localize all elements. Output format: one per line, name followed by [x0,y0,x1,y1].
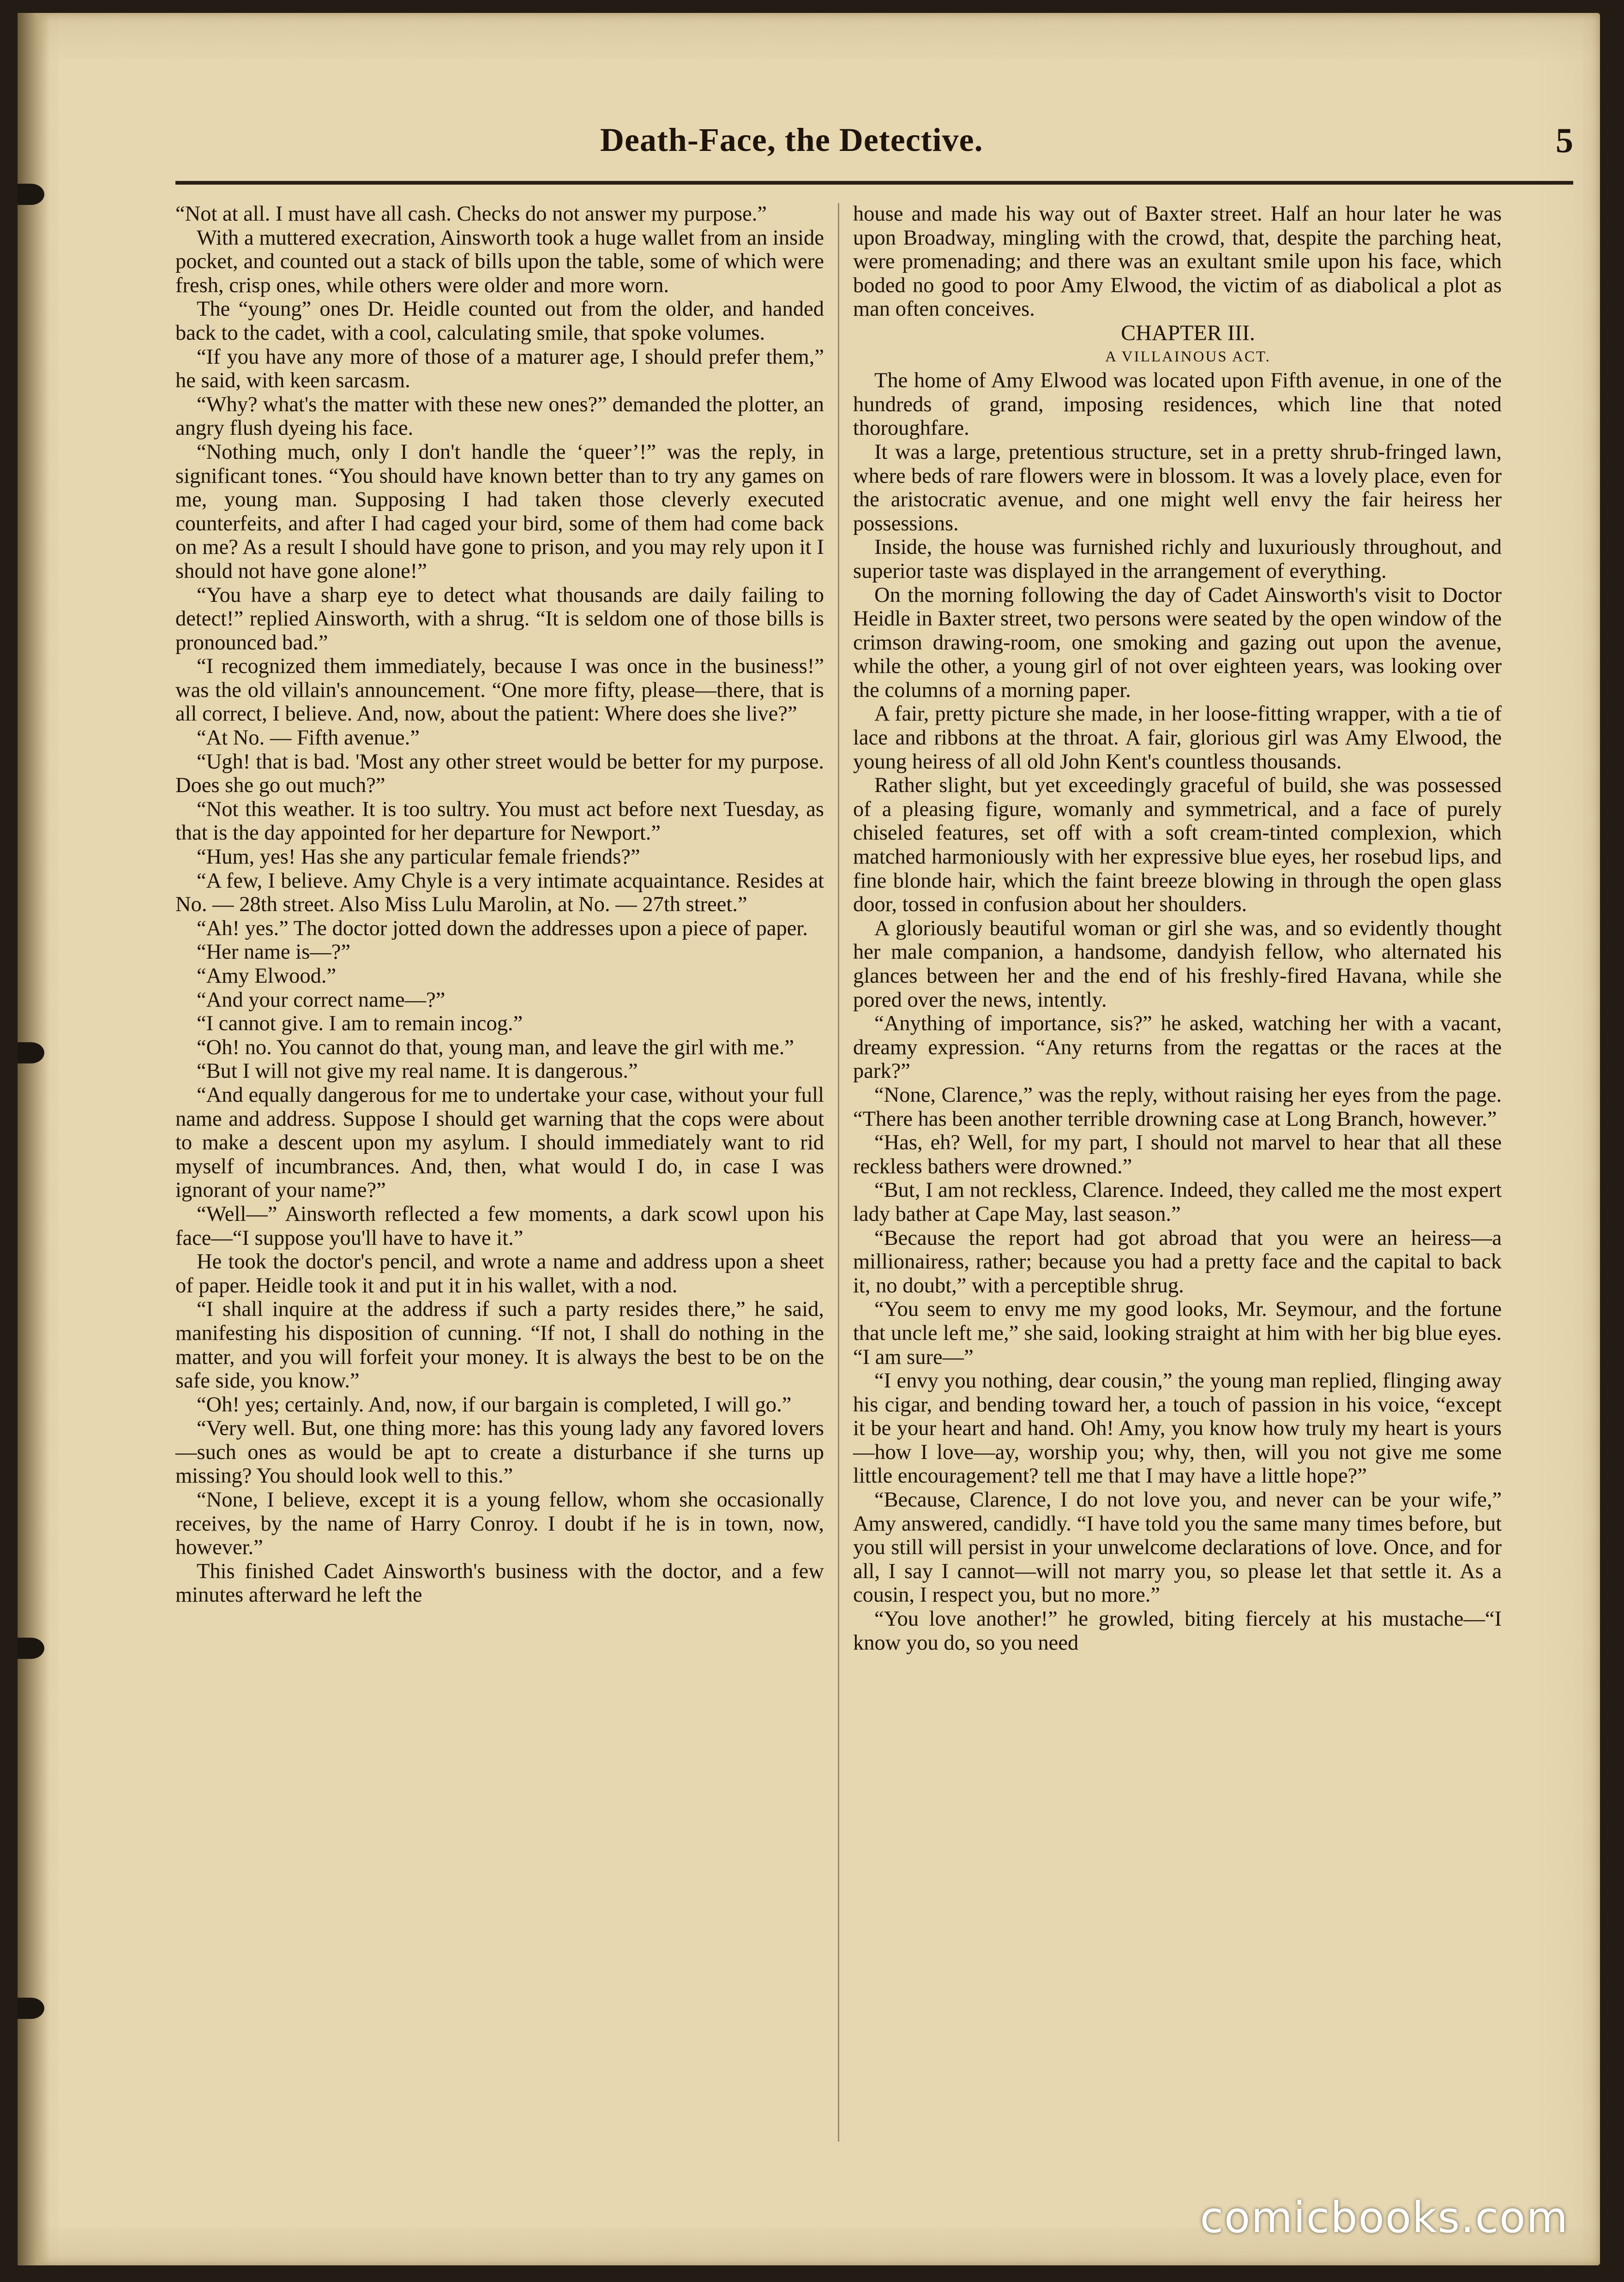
header-rule [175,181,1573,185]
paragraph: This finished Cadet Ainsworth's business with the doctor, and a few minutes afterward he left the [175,1559,824,1607]
paragraph: It was a large, pretentious structure, set in a pretty shrub-fringed lawn, where beds of rare flowers were in blossom. It was a lovely place, even for the aristocratic avenue, and one might well envy the fair heiress her possessions. [853,440,1502,535]
paragraph: The home of Amy Elwood was located upon Fifth avenue, in one of the hundreds of grand, imposing residences, which line that noted thoroughfare. [853,369,1502,440]
paragraph: “Ah! yes.” The doctor jotted down the addresses upon a piece of paper. [197,916,808,940]
binding-hole [18,1042,44,1063]
paragraph: “I envy you nothing, dear cousin,” the young man replied, flinging away his cigar, and bending toward her, a touch of passion in his voice, “except it be your heart and hand. Oh! Amy, you know how truly my heart is yours—how I love—ay, worship you; why, then, will you not give me some little encouragement? tell me that I may have a little hope?” [853,1369,1502,1488]
paragraph: “Nothing much, only I don't handle the ‘queer’!” was the reply, in significant tones. “You should have known better than to try any games on me, young man. Supposing I had taken those cleverly executed counterfeits, and after I had caged your bird, some of them had come back on me? As a result I should have gone to prison, and you may rely upon it I should not have gone alone!” [175,440,824,583]
left-column [175,202,824,1607]
binding-hole [18,184,44,205]
paragraph: “Ugh! that is bad. 'Most any other street would be better for my purpose. Does she go out much?” [175,750,824,798]
paragraph: Inside, the house was furnished richly and luxuriously throughout, and superior taste was displayed in the arrangement of everything. [853,535,1502,583]
paragraph: “Because the report had got abroad that you were an heiress—a millionairess, rather; because you had a pretty face and the capital to back it, no doubt,” with a perceptible shrug. [853,1226,1502,1297]
paragraph: “But I will not give my real name. It is dangerous.” [197,1059,638,1083]
paragraph: “A few, I believe. Amy Chyle is a very intimate acquaintance. Resides at No. — 28th street. Also Miss Lulu Marolin, at No. — 27th street.” [175,869,824,917]
chapter-heading: CHAPTER III. [1121,320,1255,345]
binding-hole [18,1638,44,1659]
paragraph: “Hum, yes! Has she any particular female friends?” [197,845,640,869]
paragraph: With a muttered execration, Ainsworth took a huge wallet from an inside pocket, and counted out a stack of bills upon the table, some of which were fresh, crisp ones, while others were older and more worn. [175,226,824,297]
paragraph: “Very well. But, one thing more: has this young lady any favored lovers—such ones as would be apt to create a disturbance if she turns up missing? You should look well to this.” [175,1417,824,1488]
paragraph: “Well—” Ainsworth reflected a few moments, a dark scowl upon his face—“I suppose you'll have to have it.” [175,1202,824,1250]
paragraph: “Anything of importance, sis?” he asked, watching her with a vacant, dreamy expression. “Any returns from the regattas or the races at the park?” [853,1012,1502,1083]
paragraph: “But, I am not reckless, Clarence. Indeed, they called me the most expert lady bather at Cape May, last season.” [853,1178,1502,1226]
right-column [853,202,1502,1655]
page-header [175,121,1573,172]
paragraph: “Not this weather. It is too sultry. You must act before next Tuesday, as that is the day appointed for her departure for Newport.” [175,797,824,845]
paragraph: Rather slight, but yet exceedingly graceful of build, she was possessed of a pleasing figure, womanly and symmetrical, and a face of purely chiseled features, set off with a soft cream-tinted complexion, which matched harmoniously with her expressive blue eyes, her rosebud lips, and fine blonde hair, which the faint breeze blowing in through the open glass door, tossed in confusion about her shoulders. [853,774,1502,917]
paragraph: “Has, eh? Well, for my part, I should not marvel to hear that all these reckless bathers were drowned.” [853,1131,1502,1178]
paragraph: “You seem to envy me my good looks, Mr. Seymour, and the fortune that uncle left me,” she said, looking straight at him with her big blue eyes. “I am sure—” [853,1297,1502,1369]
paragraph: “None, I believe, except it is a young fellow, whom she occasionally receives, by the name of Harry Conroy. I doubt if he is in town, now, however.” [175,1488,824,1560]
paragraph: “Amy Elwood.” [197,964,337,988]
paragraph: On the morning following the day of Cadet Ainsworth's visit to Doctor Heidle in Baxter street, two persons were seated by the open window of the crimson drawing-room, one smoking and gazing out upon the avenue, while the other, a young girl of not over eighteen years, was looking over the columns of a morning paper. [853,583,1502,702]
paragraph: “Her name is—?” [197,940,351,964]
chapter-subtitle: A VILLAINOUS ACT. [1105,348,1271,365]
paragraph: “Oh! no. You cannot do that, young man, and leave the girl with me.” [197,1035,794,1059]
paragraph: “If you have any more of those of a maturer age, I should prefer them,” he said, with keen sarcasm. [175,345,824,393]
paragraph: house and made his way out of Baxter street. Half an hour later he was upon Broadway, mingling with the crowd, that, despite the parching heat, were promenading; and there was an exultant smile upon his face, which boded no good to poor Amy Elwood, the victim of as diabolical a plot as man often conceives. [853,202,1502,321]
paragraph: The “young” ones Dr. Heidle counted out from the older, and handed back to the cadet, with a cool, calculating smile, that spoke volumes. [175,297,824,345]
paragraph: A gloriously beautiful woman or girl she was, and so evidently thought her male companion, a handsome, dandyish fellow, who alternated his glances between her and the end of his freshly-fired Havana, while she pored over the news, intently. [853,916,1502,1012]
paragraph: “I recognized them immediately, because I was once in the business!” was the old villain's announcement. “One more fifty, please—there, that is all correct, I believe. And, now, about the patient: Where does she live?” [175,655,824,726]
paragraph: “And your correct name—?” [197,988,445,1012]
paragraph: “I shall inquire at the address if such a party resides there,” he said, manifesting his disposition of cunning. “If not, I shall do nothing in the matter, and you will forfeit your money. It is always the best to be on the safe side, you know.” [175,1297,824,1393]
paragraph: He took the doctor's pencil, and wrote a name and address upon a sheet of paper. Heidle took it and put it in his wallet, with a nod. [175,1250,824,1297]
column-divider [838,203,839,2142]
paragraph: “Not at all. I must have all cash. Checks do not answer my purpose.” [175,202,767,226]
paragraph: “You have a sharp eye to detect what thousands are daily failing to detect!” replied Ainsworth, with a shrug. “It is seldom one of those bills is pronounced bad.” [175,583,824,655]
binding-edge [18,13,50,2265]
paragraph: “Why? what's the matter with these new ones?” demanded the plotter, an angry flush dyeing his face. [175,392,824,440]
paragraph: “At No. — Fifth avenue.” [197,726,420,750]
paragraph: “I cannot give. I am to remain incog.” [197,1012,523,1036]
running-title: Death-Face, the Detective. [600,121,983,158]
paragraph: A fair, pretty picture she made, in her loose-fitting wrapper, with a tie of lace and ribbons at the throat. A fair, glorious girl was Amy Elwood, the young heiress of all old John Kent's countless thousands. [853,702,1502,774]
paragraph: “You love another!” he growled, biting fiercely at his mustache—“I know you do, so you need [853,1607,1502,1655]
page-number: 5 [1556,121,1573,160]
paragraph: “Because, Clarence, I do not love you, and never can be your wife,” Amy answered, candidly. “I have told you the same many times before, but you still will persist in your unwelcome declarations of love. Once, and for all, I say I cannot—will not marry you, so please let that settle it. As a cousin, I respect you, but no more.” [853,1488,1502,1607]
paragraph: “None, Clarence,” was the reply, without raising her eyes from the page. “There has been another terrible drowning case at Long Branch, however.” [853,1083,1502,1131]
binding-hole [18,1998,44,2019]
paragraph: “And equally dangerous for me to undertake your case, without your full name and address. Suppose I should get warning that the cops were about to make a descent upon my asylum. I should immediately want to rid myself of incumbrances. And, then, what would I do, in case I was ignorant of your name?” [175,1083,824,1202]
site-watermark: comicbooks.com [1200,2193,1569,2242]
paragraph: “Oh! yes; certainly. And, now, if our bargain is completed, I will go.” [197,1393,792,1417]
